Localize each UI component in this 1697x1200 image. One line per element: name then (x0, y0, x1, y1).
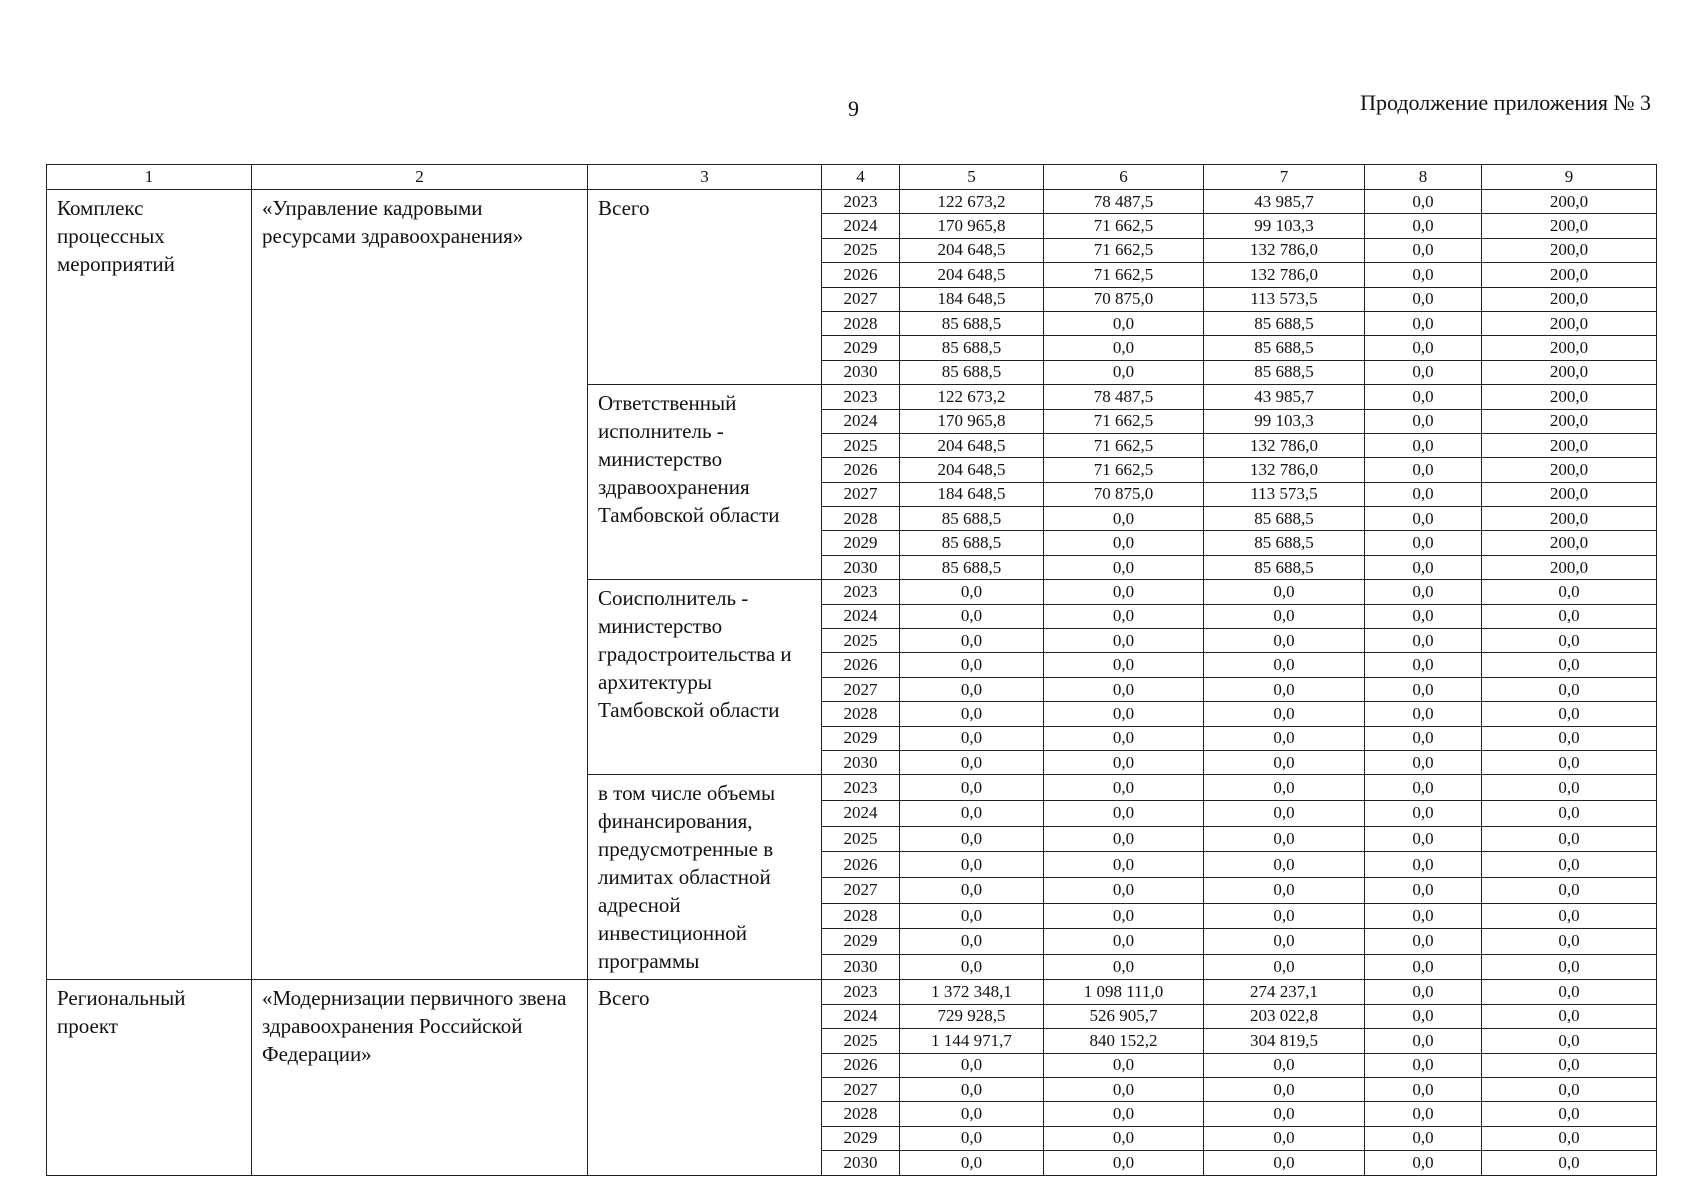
column-header: 2 (252, 165, 588, 190)
year-cell: 2028 (822, 1102, 900, 1126)
regional-budget-cell: 132 786,0 (1204, 238, 1365, 262)
extrabudgetary-cell: 200,0 (1482, 555, 1657, 579)
federal-budget-cell: 0,0 (1044, 580, 1204, 604)
year-cell: 2030 (822, 1151, 900, 1175)
regional-budget-cell: 0,0 (1204, 750, 1365, 774)
extrabudgetary-cell: 0,0 (1482, 726, 1657, 750)
local-budget-cell: 0,0 (1365, 336, 1482, 360)
local-budget-cell: 0,0 (1365, 852, 1482, 878)
total-cell: 85 688,5 (900, 336, 1044, 360)
total-cell: 85 688,5 (900, 555, 1044, 579)
column-header: 5 (900, 165, 1044, 190)
regional-budget-cell: 274 237,1 (1204, 980, 1365, 1004)
federal-budget-cell: 0,0 (1044, 677, 1204, 701)
regional-budget-cell: 0,0 (1204, 580, 1365, 604)
page-number: 9 (848, 96, 859, 121)
extrabudgetary-cell: 0,0 (1482, 677, 1657, 701)
column-header: 3 (588, 165, 822, 190)
regional-budget-cell: 203 022,8 (1204, 1004, 1365, 1028)
extrabudgetary-cell: 0,0 (1482, 1004, 1657, 1028)
extrabudgetary-cell: 0,0 (1482, 604, 1657, 628)
local-budget-cell: 0,0 (1365, 458, 1482, 482)
total-cell: 0,0 (900, 604, 1044, 628)
table-row (47, 190, 1657, 214)
year-cell: 2025 (822, 629, 900, 653)
federal-budget-cell: 0,0 (1044, 877, 1204, 903)
extrabudgetary-cell: 0,0 (1482, 980, 1657, 1004)
extrabudgetary-cell: 0,0 (1482, 1102, 1657, 1126)
federal-budget-cell: 0,0 (1044, 826, 1204, 852)
regional-budget-cell: 0,0 (1204, 903, 1365, 929)
regional-budget-cell: 99 103,3 (1204, 214, 1365, 238)
year-cell: 2023 (822, 980, 900, 1004)
local-budget-cell: 0,0 (1365, 702, 1482, 726)
table-body (47, 190, 1657, 1176)
local-budget-cell: 0,0 (1365, 653, 1482, 677)
federal-budget-cell: 0,0 (1044, 653, 1204, 677)
federal-budget-cell: 70 875,0 (1044, 287, 1204, 311)
federal-budget-cell: 71 662,5 (1044, 263, 1204, 287)
local-budget-cell: 0,0 (1365, 507, 1482, 531)
federal-budget-cell: 0,0 (1044, 531, 1204, 555)
federal-budget-cell: 78 487,5 (1044, 190, 1204, 214)
appendix-heading: Продолжение приложения № 3 (1360, 90, 1651, 115)
column-header: 7 (1204, 165, 1365, 190)
local-budget-cell: 0,0 (1365, 1151, 1482, 1175)
regional-budget-cell: 85 688,5 (1204, 336, 1365, 360)
local-budget-cell: 0,0 (1365, 726, 1482, 750)
year-cell: 2025 (822, 1029, 900, 1053)
total-cell: 0,0 (900, 629, 1044, 653)
local-budget-cell: 0,0 (1365, 1053, 1482, 1077)
year-cell: 2027 (822, 677, 900, 701)
local-budget-cell: 0,0 (1365, 1126, 1482, 1150)
regional-budget-cell: 0,0 (1204, 929, 1365, 955)
extrabudgetary-cell: 0,0 (1482, 1029, 1657, 1053)
federal-budget-cell: 0,0 (1044, 507, 1204, 531)
regional-budget-cell: 99 103,3 (1204, 409, 1365, 433)
total-cell: 170 965,8 (900, 409, 1044, 433)
local-budget-cell: 0,0 (1365, 750, 1482, 774)
extrabudgetary-cell: 200,0 (1482, 433, 1657, 457)
federal-budget-cell: 0,0 (1044, 929, 1204, 955)
extrabudgetary-cell: 200,0 (1482, 385, 1657, 409)
total-cell: 85 688,5 (900, 507, 1044, 531)
local-budget-cell: 0,0 (1365, 555, 1482, 579)
year-cell: 2028 (822, 903, 900, 929)
year-cell: 2023 (822, 775, 900, 801)
federal-budget-cell: 0,0 (1044, 1077, 1204, 1101)
total-cell: 0,0 (900, 929, 1044, 955)
program-type-cell: Комплекс процессных мероприятий (47, 190, 252, 980)
year-cell: 2030 (822, 555, 900, 579)
extrabudgetary-cell: 200,0 (1482, 336, 1657, 360)
column-header: 9 (1482, 165, 1657, 190)
regional-budget-cell: 0,0 (1204, 801, 1365, 827)
year-cell: 2023 (822, 385, 900, 409)
year-cell: 2027 (822, 877, 900, 903)
total-cell: 122 673,2 (900, 190, 1044, 214)
regional-budget-cell: 85 688,5 (1204, 311, 1365, 335)
total-cell: 0,0 (900, 826, 1044, 852)
federal-budget-cell: 0,0 (1044, 1151, 1204, 1175)
total-cell: 204 648,5 (900, 238, 1044, 262)
local-budget-cell: 0,0 (1365, 877, 1482, 903)
total-cell: 0,0 (900, 1102, 1044, 1126)
regional-budget-cell: 113 573,5 (1204, 482, 1365, 506)
regional-budget-cell: 43 985,7 (1204, 190, 1365, 214)
extrabudgetary-cell: 200,0 (1482, 263, 1657, 287)
program-type-cell: Региональный проект (47, 980, 252, 1175)
year-cell: 2029 (822, 531, 900, 555)
local-budget-cell: 0,0 (1365, 604, 1482, 628)
year-cell: 2029 (822, 1126, 900, 1150)
local-budget-cell: 0,0 (1365, 360, 1482, 384)
extrabudgetary-cell: 200,0 (1482, 214, 1657, 238)
federal-budget-cell: 526 905,7 (1044, 1004, 1204, 1028)
regional-budget-cell: 132 786,0 (1204, 433, 1365, 457)
federal-budget-cell: 71 662,5 (1044, 238, 1204, 262)
local-budget-cell: 0,0 (1365, 1029, 1482, 1053)
year-cell: 2026 (822, 653, 900, 677)
local-budget-cell: 0,0 (1365, 433, 1482, 457)
total-cell: 184 648,5 (900, 482, 1044, 506)
total-cell: 170 965,8 (900, 214, 1044, 238)
local-budget-cell: 0,0 (1365, 482, 1482, 506)
federal-budget-cell: 0,0 (1044, 336, 1204, 360)
local-budget-cell: 0,0 (1365, 311, 1482, 335)
program-name-cell: «Модернизации первичного звена здравоохранения Российской Федерации» (252, 980, 588, 1175)
regional-budget-cell: 43 985,7 (1204, 385, 1365, 409)
regional-budget-cell: 132 786,0 (1204, 263, 1365, 287)
year-cell: 2029 (822, 726, 900, 750)
federal-budget-cell: 0,0 (1044, 726, 1204, 750)
year-cell: 2024 (822, 801, 900, 827)
regional-budget-cell: 0,0 (1204, 1126, 1365, 1150)
year-cell: 2026 (822, 458, 900, 482)
extrabudgetary-cell: 0,0 (1482, 826, 1657, 852)
regional-budget-cell: 85 688,5 (1204, 507, 1365, 531)
extrabudgetary-cell: 200,0 (1482, 458, 1657, 482)
regional-budget-cell: 0,0 (1204, 775, 1365, 801)
federal-budget-cell: 0,0 (1044, 852, 1204, 878)
federal-budget-cell: 0,0 (1044, 1102, 1204, 1126)
extrabudgetary-cell: 0,0 (1482, 1077, 1657, 1101)
federal-budget-cell: 0,0 (1044, 360, 1204, 384)
responsible-party-cell: в том числе объемы финансирования, предусмотренные в лимитах областной адресной инвестиционной программы (588, 775, 822, 980)
extrabudgetary-cell: 0,0 (1482, 852, 1657, 878)
year-cell: 2025 (822, 238, 900, 262)
local-budget-cell: 0,0 (1365, 1077, 1482, 1101)
year-cell: 2025 (822, 826, 900, 852)
extrabudgetary-cell: 0,0 (1482, 877, 1657, 903)
year-cell: 2025 (822, 433, 900, 457)
federal-budget-cell: 70 875,0 (1044, 482, 1204, 506)
local-budget-cell: 0,0 (1365, 954, 1482, 980)
total-cell: 204 648,5 (900, 263, 1044, 287)
total-cell: 0,0 (900, 580, 1044, 604)
extrabudgetary-cell: 0,0 (1482, 929, 1657, 955)
table-row (47, 980, 1657, 1004)
extrabudgetary-cell: 0,0 (1482, 903, 1657, 929)
year-cell: 2023 (822, 580, 900, 604)
federal-budget-cell: 0,0 (1044, 903, 1204, 929)
regional-budget-cell: 0,0 (1204, 726, 1365, 750)
regional-budget-cell: 85 688,5 (1204, 555, 1365, 579)
extrabudgetary-cell: 0,0 (1482, 1151, 1657, 1175)
year-cell: 2023 (822, 190, 900, 214)
total-cell: 0,0 (900, 677, 1044, 701)
regional-budget-cell: 0,0 (1204, 604, 1365, 628)
regional-budget-cell: 0,0 (1204, 826, 1365, 852)
local-budget-cell: 0,0 (1365, 903, 1482, 929)
federal-budget-cell: 71 662,5 (1044, 433, 1204, 457)
total-cell: 85 688,5 (900, 311, 1044, 335)
local-budget-cell: 0,0 (1365, 1004, 1482, 1028)
federal-budget-cell: 0,0 (1044, 954, 1204, 980)
regional-budget-cell: 85 688,5 (1204, 531, 1365, 555)
extrabudgetary-cell: 0,0 (1482, 1053, 1657, 1077)
extrabudgetary-cell: 200,0 (1482, 409, 1657, 433)
year-cell: 2029 (822, 336, 900, 360)
federal-budget-cell: 71 662,5 (1044, 458, 1204, 482)
regional-budget-cell: 304 819,5 (1204, 1029, 1365, 1053)
extrabudgetary-cell: 200,0 (1482, 238, 1657, 262)
regional-budget-cell: 0,0 (1204, 852, 1365, 878)
total-cell: 85 688,5 (900, 360, 1044, 384)
year-cell: 2029 (822, 929, 900, 955)
federal-budget-cell: 0,0 (1044, 629, 1204, 653)
local-budget-cell: 0,0 (1365, 980, 1482, 1004)
responsible-party-cell: Соисполнитель - министерство градостроительства и архитектуры Тамбовской области (588, 580, 822, 775)
federal-budget-cell: 1 098 111,0 (1044, 980, 1204, 1004)
local-budget-cell: 0,0 (1365, 263, 1482, 287)
federal-budget-cell: 0,0 (1044, 1126, 1204, 1150)
year-cell: 2027 (822, 482, 900, 506)
total-cell: 729 928,5 (900, 1004, 1044, 1028)
extrabudgetary-cell: 200,0 (1482, 287, 1657, 311)
column-header: 6 (1044, 165, 1204, 190)
regional-budget-cell: 132 786,0 (1204, 458, 1365, 482)
extrabudgetary-cell: 0,0 (1482, 580, 1657, 604)
total-cell: 0,0 (900, 852, 1044, 878)
federal-budget-cell: 0,0 (1044, 604, 1204, 628)
total-cell: 0,0 (900, 1053, 1044, 1077)
total-cell: 1 144 971,7 (900, 1029, 1044, 1053)
regional-budget-cell: 0,0 (1204, 877, 1365, 903)
federal-budget-cell: 0,0 (1044, 775, 1204, 801)
total-cell: 0,0 (900, 775, 1044, 801)
year-cell: 2028 (822, 311, 900, 335)
local-budget-cell: 0,0 (1365, 775, 1482, 801)
total-cell: 0,0 (900, 750, 1044, 774)
federal-budget-cell: 0,0 (1044, 555, 1204, 579)
extrabudgetary-cell: 0,0 (1482, 629, 1657, 653)
year-cell: 2024 (822, 604, 900, 628)
extrabudgetary-cell: 0,0 (1482, 702, 1657, 726)
regional-budget-cell: 0,0 (1204, 629, 1365, 653)
total-cell: 1 372 348,1 (900, 980, 1044, 1004)
responsible-party-cell: Всего (588, 980, 822, 1175)
responsible-party-cell: Ответственный исполнитель - министерство здравоохранения Тамбовской области (588, 385, 822, 580)
extrabudgetary-cell: 0,0 (1482, 653, 1657, 677)
regional-budget-cell: 85 688,5 (1204, 360, 1365, 384)
total-cell: 184 648,5 (900, 287, 1044, 311)
total-cell: 0,0 (900, 726, 1044, 750)
year-cell: 2026 (822, 852, 900, 878)
local-budget-cell: 0,0 (1365, 801, 1482, 827)
extrabudgetary-cell: 200,0 (1482, 507, 1657, 531)
local-budget-cell: 0,0 (1365, 190, 1482, 214)
column-header: 1 (47, 165, 252, 190)
local-budget-cell: 0,0 (1365, 580, 1482, 604)
year-cell: 2024 (822, 1004, 900, 1028)
extrabudgetary-cell: 200,0 (1482, 360, 1657, 384)
year-cell: 2024 (822, 409, 900, 433)
regional-budget-cell: 0,0 (1204, 954, 1365, 980)
regional-budget-cell: 0,0 (1204, 677, 1365, 701)
year-cell: 2028 (822, 507, 900, 531)
regional-budget-cell: 113 573,5 (1204, 287, 1365, 311)
regional-budget-cell: 0,0 (1204, 1102, 1365, 1126)
local-budget-cell: 0,0 (1365, 826, 1482, 852)
year-cell: 2030 (822, 360, 900, 384)
local-budget-cell: 0,0 (1365, 531, 1482, 555)
extrabudgetary-cell: 200,0 (1482, 531, 1657, 555)
local-budget-cell: 0,0 (1365, 677, 1482, 701)
year-cell: 2026 (822, 1053, 900, 1077)
regional-budget-cell: 0,0 (1204, 1151, 1365, 1175)
federal-budget-cell: 71 662,5 (1044, 214, 1204, 238)
year-cell: 2026 (822, 263, 900, 287)
year-cell: 2024 (822, 214, 900, 238)
local-budget-cell: 0,0 (1365, 214, 1482, 238)
local-budget-cell: 0,0 (1365, 238, 1482, 262)
regional-budget-cell: 0,0 (1204, 1077, 1365, 1101)
total-cell: 122 673,2 (900, 385, 1044, 409)
federal-budget-cell: 0,0 (1044, 750, 1204, 774)
local-budget-cell: 0,0 (1365, 385, 1482, 409)
extrabudgetary-cell: 0,0 (1482, 750, 1657, 774)
local-budget-cell: 0,0 (1365, 1102, 1482, 1126)
total-cell: 0,0 (900, 653, 1044, 677)
year-cell: 2027 (822, 1077, 900, 1101)
column-header: 4 (822, 165, 900, 190)
responsible-party-cell: Всего (588, 190, 822, 385)
budget-table (46, 164, 1657, 1176)
total-cell: 0,0 (900, 877, 1044, 903)
federal-budget-cell: 0,0 (1044, 702, 1204, 726)
extrabudgetary-cell: 200,0 (1482, 482, 1657, 506)
regional-budget-cell: 0,0 (1204, 653, 1365, 677)
column-number-row (47, 165, 1657, 190)
local-budget-cell: 0,0 (1365, 409, 1482, 433)
extrabudgetary-cell: 0,0 (1482, 801, 1657, 827)
extrabudgetary-cell: 0,0 (1482, 1126, 1657, 1150)
total-cell: 204 648,5 (900, 433, 1044, 457)
total-cell: 0,0 (900, 1151, 1044, 1175)
total-cell: 0,0 (900, 1126, 1044, 1150)
regional-budget-cell: 0,0 (1204, 1053, 1365, 1077)
year-cell: 2030 (822, 954, 900, 980)
total-cell: 0,0 (900, 1077, 1044, 1101)
federal-budget-cell: 78 487,5 (1044, 385, 1204, 409)
column-header: 8 (1365, 165, 1482, 190)
year-cell: 2030 (822, 750, 900, 774)
total-cell: 0,0 (900, 903, 1044, 929)
local-budget-cell: 0,0 (1365, 929, 1482, 955)
extrabudgetary-cell: 0,0 (1482, 954, 1657, 980)
federal-budget-cell: 71 662,5 (1044, 409, 1204, 433)
year-cell: 2027 (822, 287, 900, 311)
year-cell: 2028 (822, 702, 900, 726)
federal-budget-cell: 0,0 (1044, 311, 1204, 335)
total-cell: 204 648,5 (900, 458, 1044, 482)
extrabudgetary-cell: 200,0 (1482, 311, 1657, 335)
federal-budget-cell: 840 152,2 (1044, 1029, 1204, 1053)
program-name-cell: «Управление кадровыми ресурсами здравоохранения» (252, 190, 588, 980)
extrabudgetary-cell: 0,0 (1482, 775, 1657, 801)
federal-budget-cell: 0,0 (1044, 801, 1204, 827)
federal-budget-cell: 0,0 (1044, 1053, 1204, 1077)
local-budget-cell: 0,0 (1365, 629, 1482, 653)
total-cell: 0,0 (900, 801, 1044, 827)
total-cell: 0,0 (900, 954, 1044, 980)
local-budget-cell: 0,0 (1365, 287, 1482, 311)
regional-budget-cell: 0,0 (1204, 702, 1365, 726)
extrabudgetary-cell: 200,0 (1482, 190, 1657, 214)
total-cell: 85 688,5 (900, 531, 1044, 555)
total-cell: 0,0 (900, 702, 1044, 726)
